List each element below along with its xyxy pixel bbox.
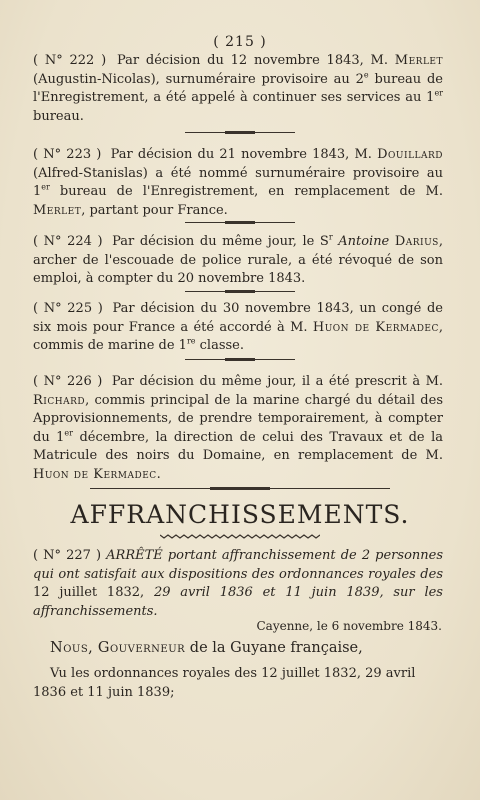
person-name: Darius (394, 234, 439, 249)
person-name: Merlet (394, 53, 444, 68)
entry-text: Par décision du 12 novembre 1843, M. (116, 53, 388, 68)
entry-number: ( N° 227 ) (33, 548, 102, 563)
gouverneur-word: Gouverneur (97, 640, 186, 656)
entry-number: ( N° 226 ) (33, 374, 103, 389)
vu-paragraph: Vu les ordonnances royales des 12 juillet 1832, 29 avril 1836 et 11 juin 1839; (33, 666, 416, 700)
superscript: er (434, 88, 443, 98)
entry-text: bureau de l'Enregistrement, en remplacement de M. (59, 184, 443, 200)
separator-rule (185, 222, 295, 223)
person-name: Douillard (377, 147, 444, 162)
arrete-conjunction: et (262, 585, 276, 601)
separator-rule (185, 132, 295, 133)
entry-text: Par décision du 30 novembre 1843, un congé de six mois pour France a été accordé à M. (33, 301, 443, 335)
entry-text: , commis de marine de 1 (33, 319, 444, 354)
entry-number: ( N° 225 ) (33, 301, 103, 316)
entry-text: . (156, 466, 161, 482)
arrete-date: 29 avril 1836 (153, 585, 253, 601)
entry-text: , partant pour France. (81, 202, 228, 218)
decision-224 (33, 233, 443, 289)
entry-text: , commis principal de la marine chargé du détail des Approvisionnements, de prendre temporairement, à compter du 1 (33, 392, 443, 445)
superscript: e (363, 70, 369, 80)
superscript: er (41, 182, 50, 192)
entry-text: classe. (199, 338, 244, 354)
entry-text: Par décision du même jour, il a été prescrit à M. (111, 374, 444, 389)
superscript: er (64, 428, 73, 438)
nous-gouverneur (50, 640, 363, 656)
entry-text: bureau de l'Enregistrement, a été appelé à continuer ses services au 1 (33, 71, 443, 106)
arrete-date: 12 juillet 1832, (33, 585, 145, 601)
guyane-text: de la Guyane française, (189, 640, 363, 656)
entry-number: ( N° 223 ) (33, 147, 102, 162)
arrete-227 (33, 547, 443, 621)
entry-number: ( N° 224 ) (33, 234, 103, 249)
entry-text: Par décision du même jour, le S (112, 234, 329, 249)
decision-223 (33, 146, 443, 220)
arrete-title: ARRÊTÉ portant affranchissement de 2 personnes qui ont satisfait aux dispositions des ordonnances royales des (33, 548, 443, 582)
separator-rule (185, 291, 295, 292)
entry-text: (Alfred-Stanislas) a été nommé surnuméraire provisoire au 1 (33, 165, 443, 200)
entry-text: , archer de l'escouade de police rurale, a été révoqué de son emploi, à compter du 20 novembre 1843. (33, 234, 443, 287)
nous-word: Nous, (50, 640, 94, 656)
section-title: AFFRANCHISSEMENTS. (70, 500, 410, 529)
entry-text: Par décision du 21 novembre 1843, M. (110, 147, 372, 162)
page-number: ( 215 ) (213, 34, 267, 50)
arrete-date: 11 juin 1839, (285, 585, 384, 601)
superscript: re (186, 336, 196, 346)
entry-text: décembre, la direction de celui des Travaux et de la Matricule des noirs du Domaine, en remplacement de M. (33, 429, 443, 464)
person-name: Huon de Kermadec (33, 466, 157, 482)
decorative-zigzag (160, 534, 320, 539)
separator-rule (185, 359, 295, 360)
section-rule (90, 488, 390, 489)
decision-226 (33, 373, 443, 485)
entry-text: (Augustin-Nicolas), surnuméraire provisoire au 2 (33, 71, 364, 87)
decision-225 (33, 300, 443, 356)
decision-222 (33, 52, 443, 126)
entry-text: bureau. (33, 108, 84, 124)
entry-number: ( N° 222 ) (33, 53, 107, 68)
person-name: Merlet (33, 202, 82, 218)
person-name: Huon de Kermadec (312, 319, 439, 335)
superscript: r (328, 232, 333, 242)
person-name: Richard (33, 392, 86, 408)
date-line: Cayenne, le 6 novembre 1843. (256, 619, 442, 633)
arrete-tail: sur les affranchissements. (33, 585, 443, 619)
person-firstname: Antoine (338, 234, 390, 249)
